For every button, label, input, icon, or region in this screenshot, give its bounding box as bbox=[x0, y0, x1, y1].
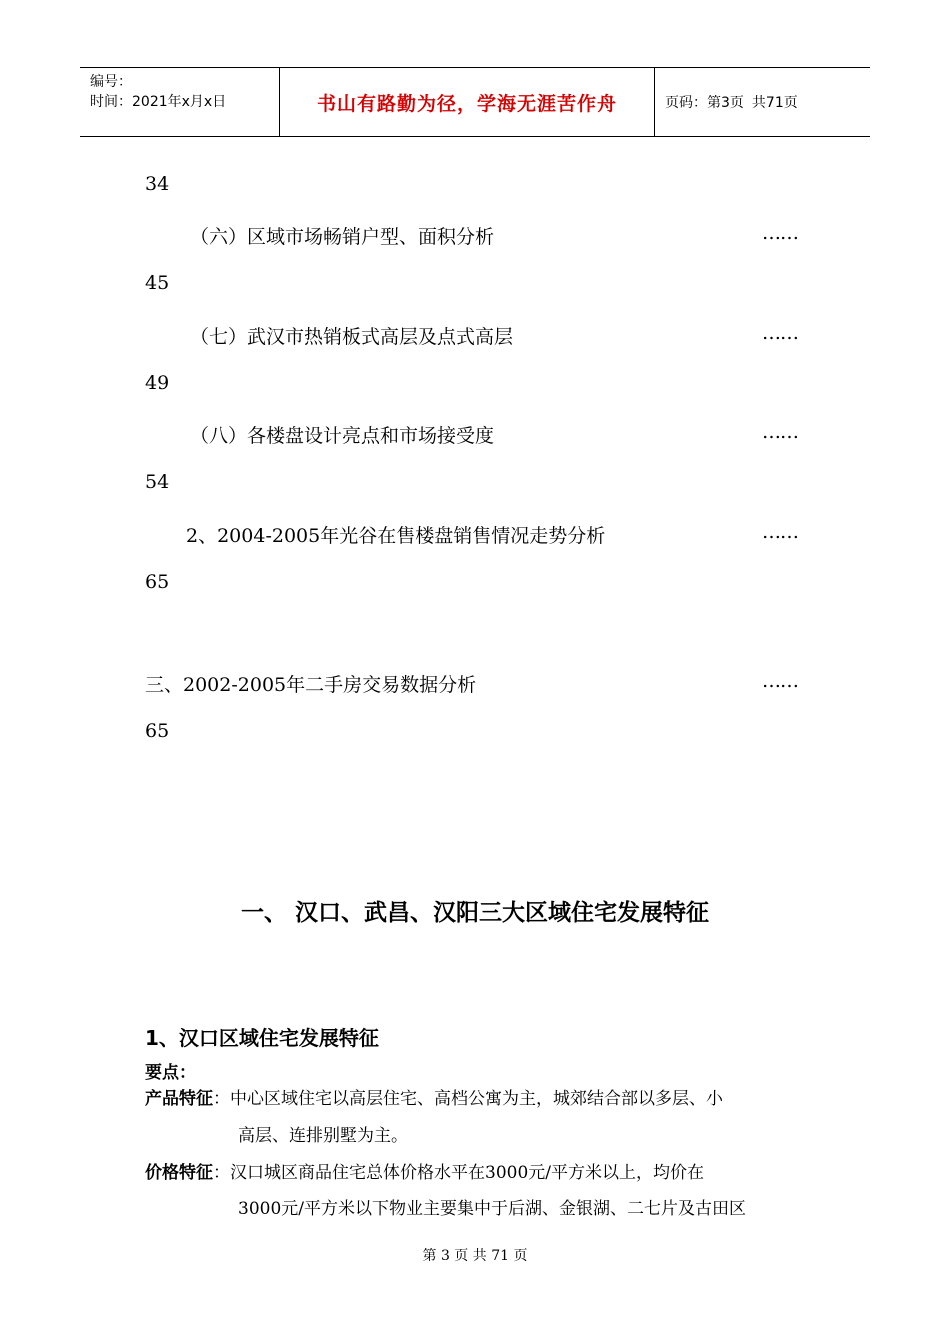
product-text-1: ：中心区域住宅以高层住宅、高档公寓为主，城郊结合部以多层、小 bbox=[213, 1089, 723, 1109]
toc-entry-title[interactable]: 2、2004-2005年光谷在售楼盘销售情况走势分析 bbox=[186, 525, 606, 547]
toc-leader-dots: …… bbox=[762, 670, 798, 692]
page-footer: 第 3 页 共 71 页 bbox=[422, 1248, 528, 1264]
time-label: 时间：2021年x月x日 bbox=[90, 94, 227, 110]
header-page-info bbox=[655, 68, 870, 136]
header-meta bbox=[80, 68, 280, 136]
toc-entry-title[interactable]: （七）武汉市热销板式高层及点式高层 bbox=[190, 326, 514, 348]
toc-leader-dots: …… bbox=[762, 521, 798, 543]
price-line-1 bbox=[145, 1156, 704, 1190]
subsection-title: 1、汉口区域住宅发展特征 bbox=[145, 1026, 379, 1050]
toc-page-number: 45 bbox=[145, 272, 170, 294]
toc-page-number: 65 bbox=[145, 571, 170, 593]
toc-leader-dots: …… bbox=[762, 322, 798, 344]
toc-entry-title[interactable]: 三、2002-2005年二手房交易数据分析 bbox=[145, 674, 477, 696]
toc-leader-dots: …… bbox=[762, 421, 798, 443]
key-points-label: 要点： bbox=[145, 1063, 196, 1083]
product-text-2: 高层、连排别墅为主。 bbox=[238, 1126, 408, 1146]
page-header bbox=[80, 67, 870, 137]
toc-page-number: 49 bbox=[145, 372, 170, 394]
price-label: 价格特征 bbox=[145, 1163, 213, 1183]
section-title: 一、 汉口、武昌、汉阳三大区域住宅发展特征 bbox=[240, 900, 709, 926]
page-number-text: 页码：第3页 bbox=[665, 95, 744, 111]
toc-entry-title[interactable]: （六）区域市场畅销户型、面积分析 bbox=[190, 226, 495, 248]
toc-page-number: 65 bbox=[145, 720, 170, 742]
product-line-1 bbox=[145, 1082, 723, 1116]
toc-page-number: 54 bbox=[145, 471, 170, 493]
product-label: 产品特征 bbox=[145, 1089, 213, 1109]
price-text-1: ：汉口城区商品住宅总体价格水平在3000元/平方米以上，均价在 bbox=[213, 1163, 704, 1183]
header-motto-cell bbox=[280, 68, 655, 136]
number-label: 编号： bbox=[90, 74, 132, 90]
toc-entry-title[interactable]: （八）各楼盘设计亮点和市场接受度 bbox=[190, 425, 495, 447]
price-text-2: 3000元/平方米以下物业主要集中于后湖、金银湖、二七片及古田区 bbox=[238, 1199, 746, 1219]
toc-page-number: 34 bbox=[145, 173, 170, 195]
header-motto: 书山有路勤为径，学海无涯苦作舟 bbox=[316, 92, 617, 115]
toc-leader-dots: …… bbox=[762, 222, 798, 244]
page-total-text: 共71页 bbox=[751, 95, 798, 111]
